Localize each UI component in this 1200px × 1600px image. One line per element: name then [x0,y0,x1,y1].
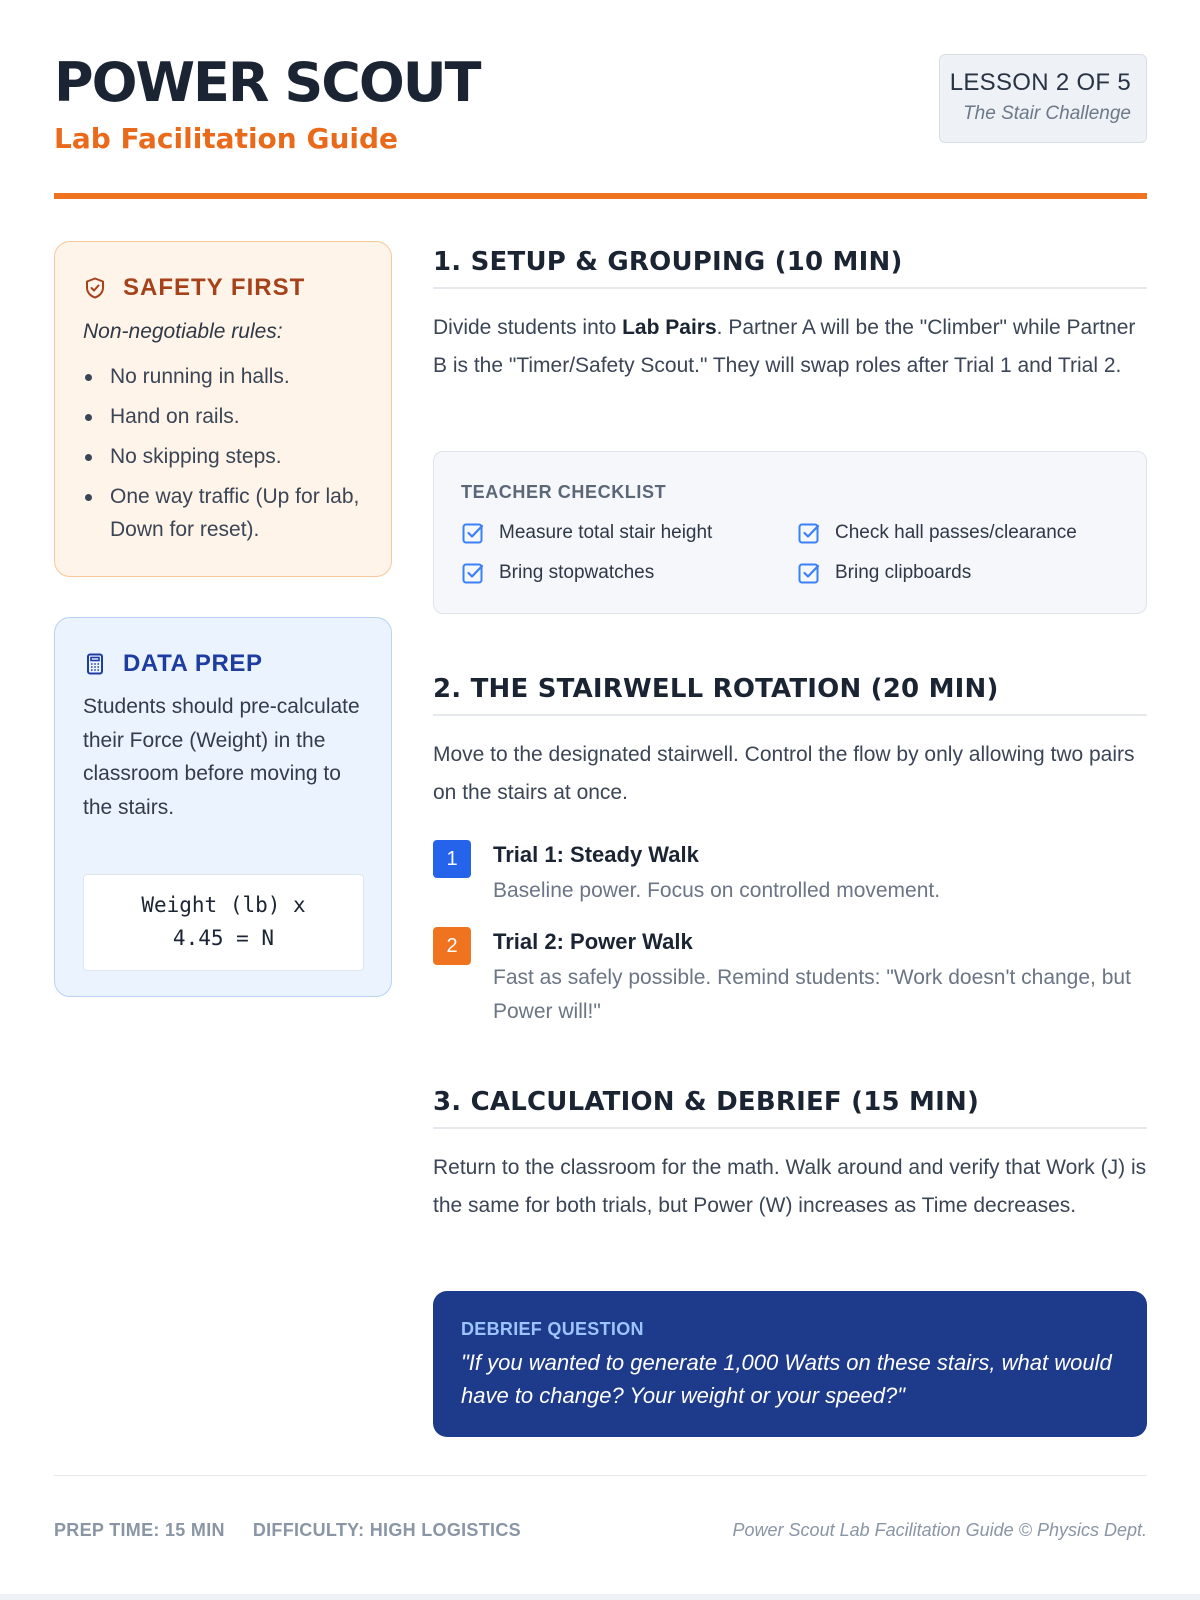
section-divider [433,287,1147,289]
formula-line: 4.45 = N [172,926,275,950]
section-title: 2. THE STAIRWELL ROTATION (20 MIN) [433,674,999,704]
lesson-name: The Stair Challenge [963,103,1131,124]
trial-description: Baseline power. Focus on controlled movement. [493,879,941,902]
checklist-label: Check hall passes/clearance [835,522,1077,543]
lesson-badge [939,54,1147,143]
checklist-item[interactable] [461,521,712,545]
debrief-label: DEBRIEF QUESTION [461,1319,644,1339]
list-item: No skipping steps. [83,440,373,473]
data-prep-text: Students should pre-calculate their Force (Weight) in the classroom before moving to the stairs. [83,695,360,819]
footer-meta [54,1520,521,1541]
checklist-label: Bring stopwatches [499,562,655,583]
bottom-band [0,1594,1200,1600]
checkbox-checked-icon[interactable] [461,521,485,545]
paragraph-emphasis: Lab Pairs [622,316,717,339]
section-divider [433,714,1147,716]
checklist-label: Measure total stair height [499,522,713,543]
safety-header [83,274,305,302]
section-title: 1. SETUP & GROUPING (10 MIN) [433,247,903,277]
calculator-icon [83,652,107,676]
page-subtitle: Lab Facilitation Guide [54,122,399,155]
section-title: 3. CALCULATION & DEBRIEF (15 MIN) [433,1087,980,1117]
list-item: Hand on rails. [83,400,373,433]
lesson-number: LESSON 2 OF 5 [949,69,1131,96]
checklist-item[interactable] [797,521,1077,545]
data-prep-title: DATA PREP [123,650,263,677]
data-prep-header [83,650,263,678]
checklist-label: Bring clipboards [835,562,972,583]
safety-title: SAFETY FIRST [123,274,306,301]
checkbox-checked-icon[interactable] [461,561,485,585]
footer-credit: Power Scout Lab Facilitation Guide © Physics Dept. [732,1520,1147,1540]
list-item: One way traffic (Up for lab, Down for reset). [83,480,373,546]
page-title: POWER SCOUT [54,51,480,114]
list-item: No running in halls. [83,360,373,393]
footer-divider [54,1475,1147,1476]
paragraph-text: . Partner A will be the "Climber" while Partner B is the "Timer/Safety Scout." They will swap roles after Trial 1 and Trial 2. [433,316,1136,377]
prep-time: PREP TIME: 15 MIN [54,1520,225,1540]
trial-number-badge: 1 [433,840,471,878]
checklist-item[interactable] [797,561,971,585]
page [54,0,1147,1600]
section-paragraph [433,309,1147,385]
section-paragraph: Return to the classroom for the math. Walk around and verify that Work (J) is the same for both trials, but Power (W) increases as Time decreases. [433,1156,1147,1217]
formula-box [83,874,364,971]
safety-rules-list [83,360,373,553]
checklist-item[interactable] [461,561,654,585]
difficulty: DIFFICULTY: HIGH LOGISTICS [252,1520,521,1540]
trial-number-badge: 2 [433,927,471,965]
formula-line: Weight (lb) x [141,893,306,917]
checklist-title: TEACHER CHECKLIST [461,482,667,502]
trial-title: Trial 2: Power Walk [493,929,693,954]
trial-title: Trial 1: Steady Walk [493,842,699,867]
shield-check-icon [83,276,107,300]
checkbox-checked-icon[interactable] [797,521,821,545]
checkbox-checked-icon[interactable] [797,561,821,585]
safety-card [54,241,392,577]
debrief-callout [433,1291,1147,1437]
section-divider [433,1127,1147,1129]
trial-description: Fast as safely possible. Remind students: "Work doesn't change, but Power will!" [493,966,1131,1023]
paragraph-text: Divide students into [433,316,623,339]
teacher-checklist [433,451,1147,614]
safety-intro: Non-negotiable rules: [83,320,283,343]
debrief-question: "If you wanted to generate 1,000 Watts on these stairs, what would have to change? Your weight or your speed?" [461,1350,1112,1408]
header-divider [54,193,1147,199]
section-paragraph: Move to the designated stairwell. Control the flow by only allowing two pairs on the stairs at once. [433,743,1135,804]
data-prep-card [54,617,392,997]
